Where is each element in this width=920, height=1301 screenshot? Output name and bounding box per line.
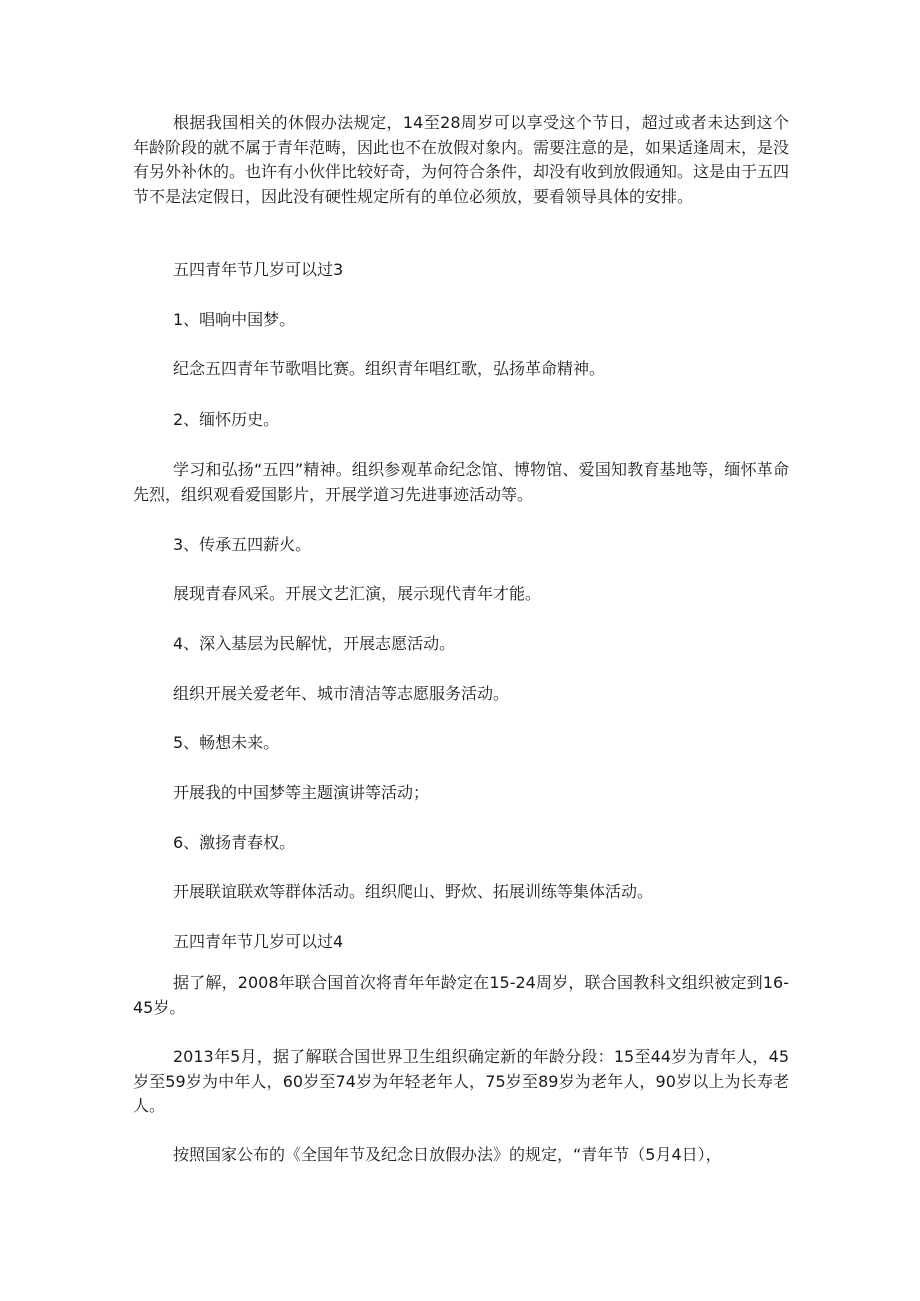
paragraph-holiday-rules: 按照国家公布的《全国年节及纪念日放假办法》的规定，“青年节（5月4日）， [173,1145,722,1164]
paragraph-who-age-groups: 2013年5月，据了解联合国世界卫生组织确定新的年龄分段：15至44岁为青年人，45岁至59岁为中年人，60岁至74岁为年轻老年人，75岁至89岁为老年人，90岁以上为长寿老人。 [133,1047,789,1115]
activity-item-6: 6、激扬青春权。 [173,833,296,852]
section-heading-3: 五四青年节几岁可以过3 [173,260,344,279]
activity-desc-2: 学习和弘扬“五四”精神。组织参观革命纪念馆、博物馆、爱国知教育基地等，缅怀革命先烈，组织观看爱国影片，开展学道习先进事迹活动等。 [133,460,789,504]
section-heading-4: 五四青年节几岁可以过4 [173,932,344,951]
activity-desc-1: 纪念五四青年节歌唱比赛。组织青年唱红歌，弘扬革命精神。 [173,359,606,378]
paragraph-un-youth-age: 据了解，2008年联合国首次将青年年龄定在15-24周岁，联合国教科文组织被定到16-45岁。 [133,973,789,1017]
activity-item-1: 1、唱响中国梦。 [173,310,296,329]
activity-desc-5: 开展我的中国梦等主题演讲等活动； [173,783,430,802]
activity-item-4: 4、深入基层为民解忧，开展志愿活动。 [173,634,456,653]
activity-desc-3: 展现青春风采。开展文艺汇演，展示现代青年才能。 [173,584,542,603]
activity-item-5: 5、畅想未来。 [173,733,280,752]
activity-item-3: 3、传承五四薪火。 [173,535,312,554]
paragraph-age-rules: 根据我国相关的休假办法规定，14至28周岁可以享受这个节日，超过或者未达到这个年龄阶段的就不属于青年范畴，因此也不在放假对象内。需要注意的是，如果适逢周末，是没有另外补休的。也许有小伙伴比较好奇，为何符合条件，却没有收到放假通知。这是由于五四节不是法定假日，因此没有硬性规定所有的单位必须放，要看领导具体的安排。 [133,113,790,206]
activity-item-2: 2、缅怀历史。 [173,410,280,429]
activity-desc-4: 组织开展关爱老年、城市清洁等志愿服务活动。 [173,684,510,703]
activity-desc-6: 开展联谊联欢等群体活动。组织爬山、野炊、拓展训练等集体活动。 [173,882,654,901]
